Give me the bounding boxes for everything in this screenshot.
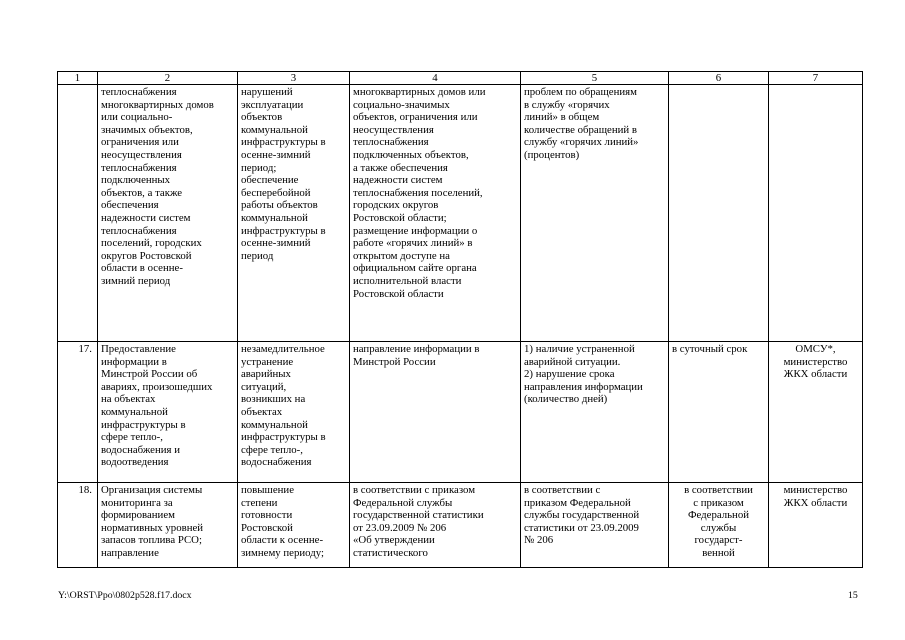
indicator-cell: в соответствии с приказом Федеральной службы государственной статистики от 23.09.2009 № 206 (521, 483, 669, 568)
deadline-cell: в соответствии с приказом Федеральной службы государст- венной (669, 483, 769, 568)
measure-cell: теплоснабжения многоквартирных домов или социально- значимых объектов, ограничения или неосуществления теплоснабжения подключенных объектов, а также обеспечения надежности систем теплоснабжения поселений, городских округов Ростовской области в осенне- зимний период (98, 85, 238, 342)
goal-cell: повышение степени готовности Ростовской области к осенне- зимнему периоду; (238, 483, 350, 568)
table-header-row (58, 72, 863, 85)
table-row (58, 483, 863, 568)
page-number: 15 (848, 590, 858, 601)
header-cell: 6 (669, 72, 769, 85)
row-number: 18. (58, 483, 98, 568)
header-cell: 7 (769, 72, 863, 85)
table-row (58, 85, 863, 342)
header-cell: 4 (350, 72, 521, 85)
measure-cell: Организация системы мониторинга за формированием нормативных уровней запасов топлива РСО; направление (98, 483, 238, 568)
table-row (58, 342, 863, 483)
deadline-cell: в суточный срок (669, 342, 769, 483)
responsible-cell: министерство ЖКХ области (769, 483, 863, 568)
responsible-cell: ОМСУ*, министерство ЖКХ области (769, 342, 863, 483)
measure-cell: Предоставление информации в Минстрой России об авариях, произошедших на объектах коммунальной инфраструктуры в сфере тепло-, водоснабжения и водоотведения (98, 342, 238, 483)
action-cell: в соответствии с приказом Федеральной службы государственной статистики от 23.09.2009 № 206 «Об утверждении статистического (350, 483, 521, 568)
responsible-cell (769, 85, 863, 342)
header-cell: 3 (238, 72, 350, 85)
header-cell: 5 (521, 72, 669, 85)
action-cell: направление информации в Минстрой России (350, 342, 521, 483)
file-path-footer: Y:\ORST\Ppo\0802p528.f17.docx (58, 590, 192, 601)
row-number: 17. (58, 342, 98, 483)
indicator-cell: 1) наличие устраненной аварийной ситуации. 2) нарушение срока направления информации (количество дней) (521, 342, 669, 483)
document-table (57, 71, 863, 568)
goal-cell: незамедлительное устранение аварийных ситуаций, возникших на объектах коммунальной инфраструктуры в сфере тепло-, водоснабжения (238, 342, 350, 483)
row-number (58, 85, 98, 342)
header-cell: 2 (98, 72, 238, 85)
header-cell: 1 (58, 72, 98, 85)
action-cell: многоквартирных домов или социально-значимых объектов, ограничения или неосуществления теплоснабжения подключенных объектов, а также обеспечения надежности систем теплоснабжения поселений, городских округов Ростовской области; размещение информации о работе «горячих линий» в открытом доступе на официальном сайте органа исполнительной власти Ростовской области (350, 85, 521, 342)
indicator-cell: проблем по обращениям в службу «горячих линий» в общем количестве обращений в службу «горячих линий» (процентов) (521, 85, 669, 342)
deadline-cell (669, 85, 769, 342)
goal-cell: нарушений эксплуатации объектов коммунальной инфраструктуры в осенне-зимний период; обеспечение бесперебойной работы объектов коммунальной инфраструктуры в осенне-зимний период (238, 85, 350, 342)
